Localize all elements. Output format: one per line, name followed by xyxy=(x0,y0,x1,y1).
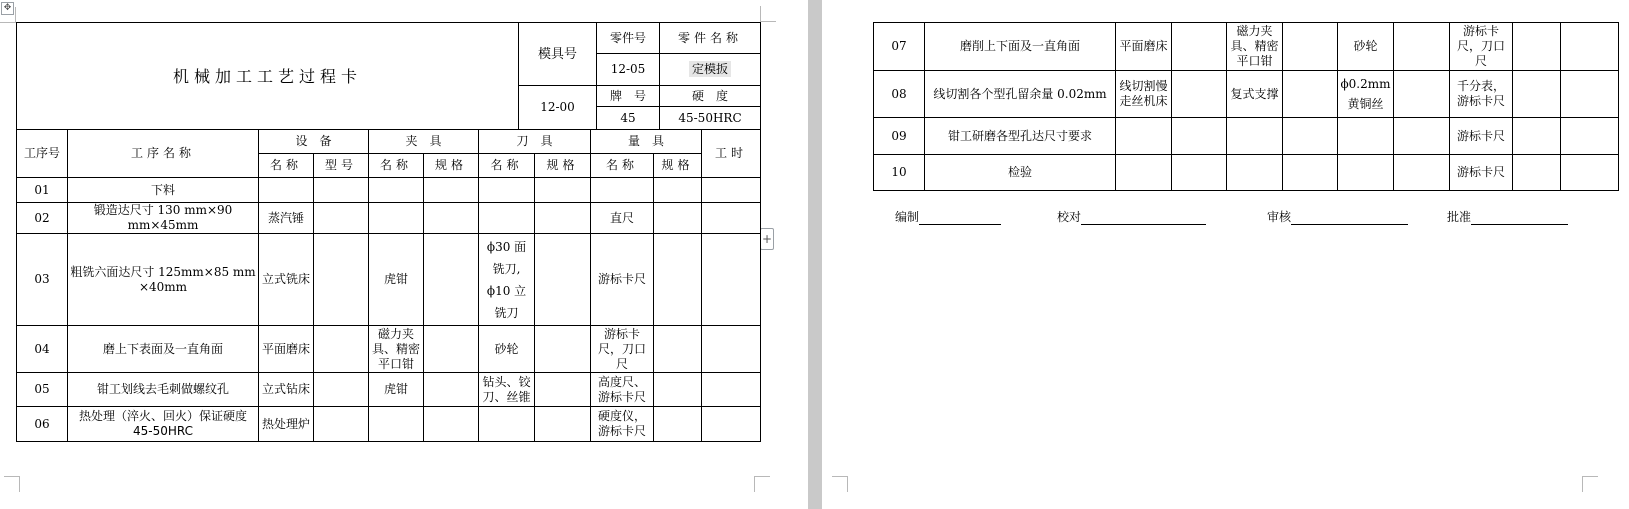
table-row xyxy=(874,118,1619,155)
work-hours xyxy=(702,326,761,373)
col-hours: 工时 xyxy=(702,130,761,178)
equipment-name: 立式钻床 xyxy=(259,373,314,407)
gauge-name xyxy=(591,178,654,203)
signature-label: 审核 xyxy=(1267,210,1292,224)
tool-spec xyxy=(1394,71,1450,118)
work-hours xyxy=(702,373,761,407)
work-hours xyxy=(702,203,761,234)
part-name-value: 定模扳 xyxy=(689,61,731,77)
process-steps-table-continued xyxy=(873,22,1619,191)
fixture-name: 虎钳 xyxy=(369,373,424,407)
document-page-1 xyxy=(0,0,808,509)
gauge-name: 千分表，游标卡尺 xyxy=(1450,71,1513,118)
sub-col-spec: 规格 xyxy=(424,154,479,178)
fixture-name xyxy=(369,203,424,234)
step-name: 钳工划线去毛刺做螺纹孔 xyxy=(68,373,259,407)
tool-spec xyxy=(535,203,591,234)
gauge-name: 硬度仪，游标卡尺 xyxy=(591,407,654,442)
gauge-name: 游标卡尺 xyxy=(591,234,654,326)
equipment-name xyxy=(1116,118,1172,155)
equipment-model xyxy=(314,178,369,203)
equipment-name: 平面磨床 xyxy=(259,326,314,373)
step-name: 热处理（淬火、回火）保证硬度 45-50HRC xyxy=(68,407,259,442)
gauge-spec xyxy=(1513,155,1561,191)
fixture-spec xyxy=(424,234,479,326)
gauge-name: 游标卡尺 xyxy=(1450,155,1513,191)
signature-label: 校对 xyxy=(1057,210,1082,224)
tool-name xyxy=(479,203,535,234)
part-name-label: 零件名称 xyxy=(660,23,761,54)
signature-label: 批准 xyxy=(1447,210,1472,224)
tool-spec xyxy=(1394,23,1450,71)
crop-mark xyxy=(4,476,20,492)
fixture-spec xyxy=(424,203,479,234)
fixture-name: 磁力夹具、精密平口钳 xyxy=(369,326,424,373)
fixture-name: 磁力夹具、精密平口钳 xyxy=(1227,23,1283,71)
table-row xyxy=(17,178,761,203)
work-hours xyxy=(1561,118,1619,155)
step-name: 锻造达尺寸 130 mm×90 mm×45mm xyxy=(68,203,259,234)
step-no: 03 xyxy=(17,234,68,326)
table-row xyxy=(874,71,1619,118)
step-name: 钳工研磨各型孔达尺寸要求 xyxy=(925,118,1116,155)
fixture-name xyxy=(369,178,424,203)
signature-label: 编制 xyxy=(895,210,920,224)
sub-col-name: 名称 xyxy=(259,154,314,178)
fixture-name: 复式支撑 xyxy=(1227,71,1283,118)
signature-line[interactable] xyxy=(1471,212,1568,225)
gauge-name: 高度尺、游标卡尺 xyxy=(591,373,654,407)
fixture-spec xyxy=(1283,23,1338,71)
equipment-model xyxy=(314,326,369,373)
equipment-model xyxy=(1172,118,1227,155)
fixture-name xyxy=(369,407,424,442)
table-row xyxy=(874,155,1619,191)
sub-col-name: 名称 xyxy=(369,154,424,178)
equipment-name: 平面磨床 xyxy=(1116,23,1172,71)
crop-mark xyxy=(1582,476,1598,492)
fixture-name xyxy=(1227,118,1283,155)
tool-name: 砂轮 xyxy=(479,326,535,373)
col-gauge: 量 具 xyxy=(591,130,702,154)
gauge-spec xyxy=(654,326,702,373)
equipment-name: 立式铣床 xyxy=(259,234,314,326)
table-row xyxy=(17,407,761,442)
tool-name: 砂轮 xyxy=(1338,23,1394,71)
tool-spec xyxy=(535,407,591,442)
document-page-2 xyxy=(822,0,1629,509)
process-steps-table xyxy=(16,129,761,442)
fixture-spec xyxy=(424,178,479,203)
part-name-value-cell xyxy=(660,54,761,86)
tool-spec xyxy=(1394,155,1450,191)
fixture-spec xyxy=(1283,118,1338,155)
gauge-spec xyxy=(1513,71,1561,118)
step-no: 06 xyxy=(17,407,68,442)
step-name: 粗铣六面达尺寸 125mm×85 mm ×40mm xyxy=(68,234,259,326)
tool-name xyxy=(479,178,535,203)
step-no: 10 xyxy=(874,155,925,191)
signature-line[interactable] xyxy=(919,212,1001,225)
gauge-name: 游标卡尺，刀口尺 xyxy=(1450,23,1513,71)
part-no-label: 零件号 xyxy=(597,23,660,54)
step-no: 07 xyxy=(874,23,925,71)
header-block xyxy=(16,22,761,130)
gauge-name: 游标卡尺 xyxy=(1450,118,1513,155)
step-name: 线切割各个型孔留余量 0.02mm xyxy=(925,71,1116,118)
equipment-name xyxy=(259,178,314,203)
step-no: 05 xyxy=(17,373,68,407)
tool-name: ϕ30 面铣刀, ϕ10 立铣刀 xyxy=(479,234,535,326)
table-move-handle-icon[interactable]: ✥ xyxy=(1,2,14,15)
table-row xyxy=(17,234,761,326)
equipment-model xyxy=(314,203,369,234)
fixture-spec xyxy=(424,326,479,373)
tool-spec xyxy=(535,326,591,373)
work-hours xyxy=(1561,155,1619,191)
col-tool: 刀 具 xyxy=(479,130,591,154)
signature-line[interactable] xyxy=(1291,212,1408,225)
fixture-spec xyxy=(424,373,479,407)
gauge-spec xyxy=(654,407,702,442)
fixture-name xyxy=(1227,155,1283,191)
step-no: 04 xyxy=(17,326,68,373)
work-hours xyxy=(702,407,761,442)
tool-name xyxy=(479,407,535,442)
fixture-spec xyxy=(424,407,479,442)
equipment-model xyxy=(1172,71,1227,118)
step-name: 磨削上下面及一直角面 xyxy=(925,23,1116,71)
fixture-spec xyxy=(1283,155,1338,191)
equipment-model xyxy=(314,234,369,326)
sub-col-name: 名称 xyxy=(479,154,535,178)
sub-col-name: 名称 xyxy=(591,154,654,178)
gauge-spec xyxy=(654,178,702,203)
equipment-name: 热处理炉 xyxy=(259,407,314,442)
step-name: 下料 xyxy=(68,178,259,203)
fixture-spec xyxy=(1283,71,1338,118)
page-gutter xyxy=(808,0,822,509)
col-equipment: 设 备 xyxy=(259,130,369,154)
signature-checked xyxy=(1057,208,1206,225)
mold-no-label: 模具号 xyxy=(519,23,597,86)
gauge-spec xyxy=(654,234,702,326)
signature-line[interactable] xyxy=(1081,212,1206,225)
step-name: 磨上下表面及一直角面 xyxy=(68,326,259,373)
work-hours xyxy=(702,234,761,326)
signature-approved xyxy=(1447,208,1568,225)
crop-mark xyxy=(760,6,776,22)
gauge-name: 游标卡尺，刀口尺 xyxy=(591,326,654,373)
hardness-label: 硬 度 xyxy=(660,86,761,107)
equipment-name xyxy=(1116,155,1172,191)
step-name: 检验 xyxy=(925,155,1116,191)
equipment-name: 线切割慢走丝机床 xyxy=(1116,71,1172,118)
step-no: 01 xyxy=(17,178,68,203)
part-no-value: 12-05 xyxy=(597,54,660,86)
work-hours xyxy=(1561,71,1619,118)
hardness-value: 45-50HRC xyxy=(660,107,761,130)
tool-name xyxy=(1338,155,1394,191)
table-row xyxy=(874,23,1619,71)
add-row-icon[interactable]: + xyxy=(760,228,774,250)
step-no: 08 xyxy=(874,71,925,118)
grade-value: 45 xyxy=(597,107,660,130)
col-fixture: 夹 具 xyxy=(369,130,479,154)
equipment-model xyxy=(314,373,369,407)
card-title: 机械加工工艺过程卡 xyxy=(17,23,519,130)
equipment-model xyxy=(1172,155,1227,191)
mold-no-value: 12-00 xyxy=(519,86,597,130)
gauge-spec xyxy=(1513,118,1561,155)
work-hours xyxy=(1561,23,1619,71)
crop-mark xyxy=(832,476,848,492)
step-no: 02 xyxy=(17,203,68,234)
tool-spec xyxy=(535,178,591,203)
gauge-name: 直尺 xyxy=(591,203,654,234)
step-no: 09 xyxy=(874,118,925,155)
tool-name xyxy=(1338,118,1394,155)
tool-spec xyxy=(1394,118,1450,155)
equipment-name: 蒸汽锤 xyxy=(259,203,314,234)
tool-spec xyxy=(535,234,591,326)
table-row xyxy=(17,203,761,234)
work-hours xyxy=(702,178,761,203)
equipment-model xyxy=(314,407,369,442)
sub-col-spec: 规格 xyxy=(654,154,702,178)
signature-prepared xyxy=(895,208,1001,225)
sub-col-model: 型号 xyxy=(314,154,369,178)
grade-label: 牌 号 xyxy=(597,86,660,107)
equipment-model xyxy=(1172,23,1227,71)
crop-mark xyxy=(754,476,770,492)
tool-spec xyxy=(535,373,591,407)
gauge-spec xyxy=(1513,23,1561,71)
tool-name: ϕ0.2mm 黄铜丝 xyxy=(1338,71,1394,118)
gauge-spec xyxy=(654,373,702,407)
table-row xyxy=(17,326,761,373)
fixture-name: 虎钳 xyxy=(369,234,424,326)
table-row xyxy=(17,373,761,407)
gauge-spec xyxy=(654,203,702,234)
col-step-name: 工序名称 xyxy=(68,130,259,178)
signature-reviewed xyxy=(1267,208,1408,225)
col-step-no: 工序号 xyxy=(17,130,68,178)
sub-col-spec: 规格 xyxy=(535,154,591,178)
tool-name: 钻头、铰刀、丝锥 xyxy=(479,373,535,407)
